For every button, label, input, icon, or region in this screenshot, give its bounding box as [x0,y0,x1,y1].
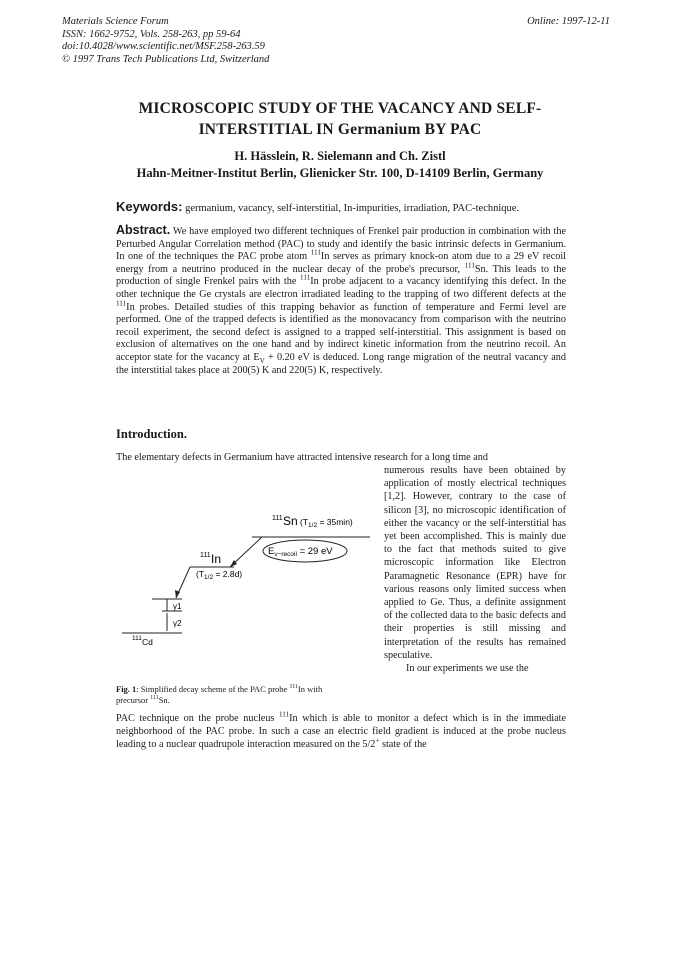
affiliation: Hahn-Meitner-Institut Berlin, Glienicker Str. 100, D-14109 Berlin, Germany [136,166,544,180]
intro-bottom-paragraph [116,712,566,751]
sn-mass: 111 [272,515,283,522]
author-block [70,148,610,182]
abstract-text: In serves as primary knock-on atom due to a 29 eV recoil energy from a neutrino produced in the nuclear decay of the probe's precursor, [116,251,566,275]
caption-text: : Simplified decay scheme of the PAC probe [136,684,290,694]
authors: H. Hässlein, R. Sielemann and Ch. Zistl [234,149,446,163]
body-text: PAC technique on the probe nucleus [116,713,279,724]
abstract-text: + 0.20 eV is deduced. Long range migration of the neutral vacancy and the interstitial takes place at 200(5) K and 220(5) K, respectively. [116,351,566,376]
in-halflife: $(T_{1/2} = 2.8d)$ [196,569,243,581]
abstract-text: In probes. Detailed studies of this trapping behavior as function of temperature and Fermi level are performed. One of the trapped defects is identified as the monovacancy from comparison with the neutrino recoil experiment, the second defect is assigned to a trapped self-interstitial. This assignment is based on exclusion of alternatives on the one hand and by indirect kinetic information from the neutrino recoil. An acceptor state for the vacancy at E [116,301,566,363]
caption-text: In with precursor [116,684,323,705]
doi-line[interactable]: doi:10.4028/www.scientific.net/MSF.258-263.59 [62,41,265,52]
online-date: Online: 1997-12-11 [527,16,610,27]
abstract [116,224,566,377]
body-text: state of the [379,739,427,750]
decay-scheme-figure [112,505,382,675]
isotope-mass: 111 [278,710,290,719]
gamma1-label: γ1 [173,602,182,611]
issn-line: ISSN: 1662-9752, Vols. 258-263, pp 59-64 [62,28,241,40]
section-heading-introduction: Introduction. [116,427,187,441]
keywords-text: germanium, vacancy, self-interstitial, In-impurities, irradiation, PAC-technique. [185,203,520,214]
isotope-mass: 111 [116,299,127,308]
caption-text: Sn. [158,694,170,705]
abstract-text: In probe adjacent to a vacancy identifying this defect. In the other technique the Ge crystals are electron irradiated leading to the trapping of two different defects at the [116,276,566,300]
isotope-mass: 111 [300,273,311,282]
keywords [116,199,566,214]
figure-caption [116,684,346,705]
abstract-text: We have employed two different techniques of Frenkel pair production in combination with the Perturbed Angular Correlation method (PAC) to study and identify the basic intrinsic defects in Germanium. In one of the techniques the PAC probe atom [116,226,566,263]
isotope-mass: 111 [464,261,475,270]
intro-column-para2: In our experiments we use the [406,663,529,675]
cd-label: Cd [142,637,153,647]
caption-label: Fig. 1 [116,684,137,694]
superscript: + [375,736,380,745]
in-label: In [211,552,222,566]
journal-name: Materials Science Forum [62,16,169,27]
gamma2-label: γ2 [173,619,182,628]
sn-label: Sn [283,514,298,528]
body-text: In which is able to monitor a defect which is in the immediate neighborhood of the PAC probe. In such a case an electric field gradient is induced at the probe nucleus leading to a nuclear quadrupole interaction measured on the 5/2 [116,713,566,750]
journal-header [62,16,269,66]
intro-first-line: The elementary defects in Germanium have attracted intensive research for a long time and [116,452,488,463]
isotope-mass: 111 [289,684,298,691]
abstract-text: Sn. This leads to the production of single Frenkel pairs with the [116,263,567,288]
sn-halflife: $(T_{1/2} = 35\min)$ [300,517,353,529]
title-line-2: INTERSTITIAL IN Germanium BY PAC [198,121,482,138]
in-mass: 111 [200,552,211,559]
abstract-label: Abstract. [116,223,171,237]
keywords-label: Keywords: [116,199,183,214]
paper-title [100,98,580,140]
subscript: V [259,356,265,365]
isotope-mass: 111 [310,248,321,257]
recoil-energy: $E_{\nu-recoil} = 29$ eV [268,546,333,558]
title-line-1: MICROSCOPIC STUDY OF THE VACANCY AND SELF- [138,100,542,117]
cd-mass: 111 [132,635,142,642]
intro-column-text: numerous results have been obtained by application of mostly electrical techniques [1,2]. However, contrary to the case of silicon [3], no microscopic identification of either the vacancy or the self-interstitial has yet been accomplished. This is mainly due to the fact that methods suited to give microscopic information like Electron Paramagnetic Resonance (EPR) have for various reasons only limited success when applied to Ge. Thus, a definite assignment of the collected data to the basic defects and their properties is still missing and interpretation of the results has remained speculative. [384,465,566,661]
copyright-line: © 1997 Trans Tech Publications Ltd, Switzerland [62,53,270,65]
isotope-mass: 111 [150,694,159,701]
intro-right-column [384,464,566,675]
